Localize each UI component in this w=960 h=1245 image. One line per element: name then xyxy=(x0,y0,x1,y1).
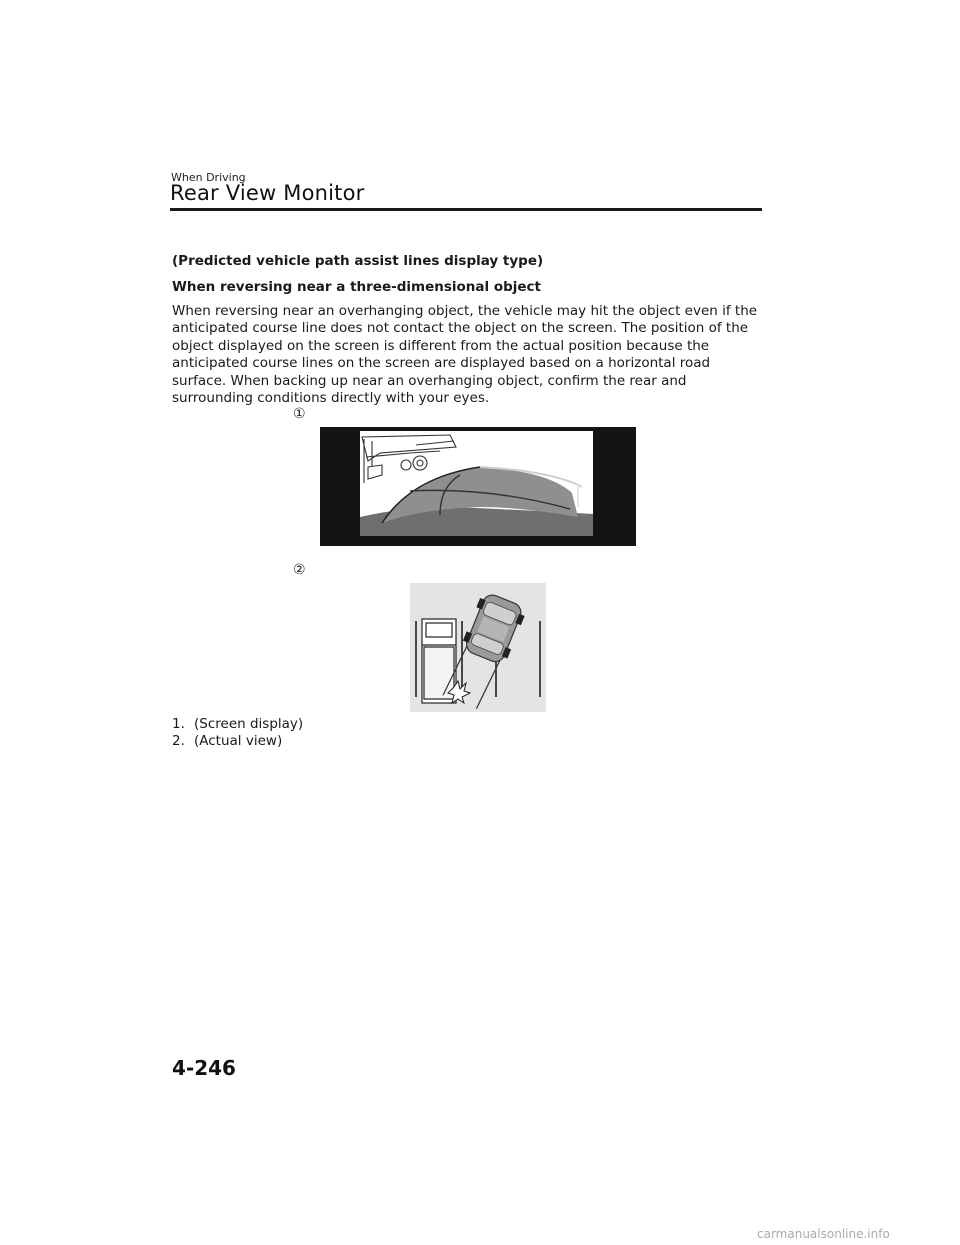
caption-text: (Screen display) xyxy=(194,716,304,732)
caption-item xyxy=(172,716,303,733)
page-number: 4-246 xyxy=(172,1056,236,1080)
figure-captions xyxy=(172,716,303,750)
subheading-type: (Predicted vehicle path assist lines display type) xyxy=(172,253,544,269)
callout-2: ② xyxy=(293,562,306,578)
watermark: carmanualsonline.info xyxy=(757,1227,890,1241)
caption-number: 1. xyxy=(172,716,185,732)
caption-number: 2. xyxy=(172,733,185,749)
caption-text: (Actual view) xyxy=(194,733,283,749)
subheading-topic: When reversing near a three-dimensional object xyxy=(172,279,542,295)
page-title: Rear View Monitor xyxy=(170,181,365,205)
actual-view-illustration xyxy=(410,583,546,712)
body-paragraph: When reversing near an overhanging object, the vehicle may hit the object even if the anticipated course line does not contact the object on the screen. The position of the object displayed on the screen is different from the actual position because the anticipated course lines on the screen are displayed based on a horizontal road surface. When backing up near an overhanging object, confirm the rear and surrounding conditions directly with your eyes. xyxy=(172,303,758,407)
callout-1: ① xyxy=(293,406,306,422)
caption-item xyxy=(172,733,303,750)
title-rule xyxy=(170,208,762,211)
section-label: When Driving xyxy=(171,171,246,184)
screen-display-illustration xyxy=(320,427,636,546)
